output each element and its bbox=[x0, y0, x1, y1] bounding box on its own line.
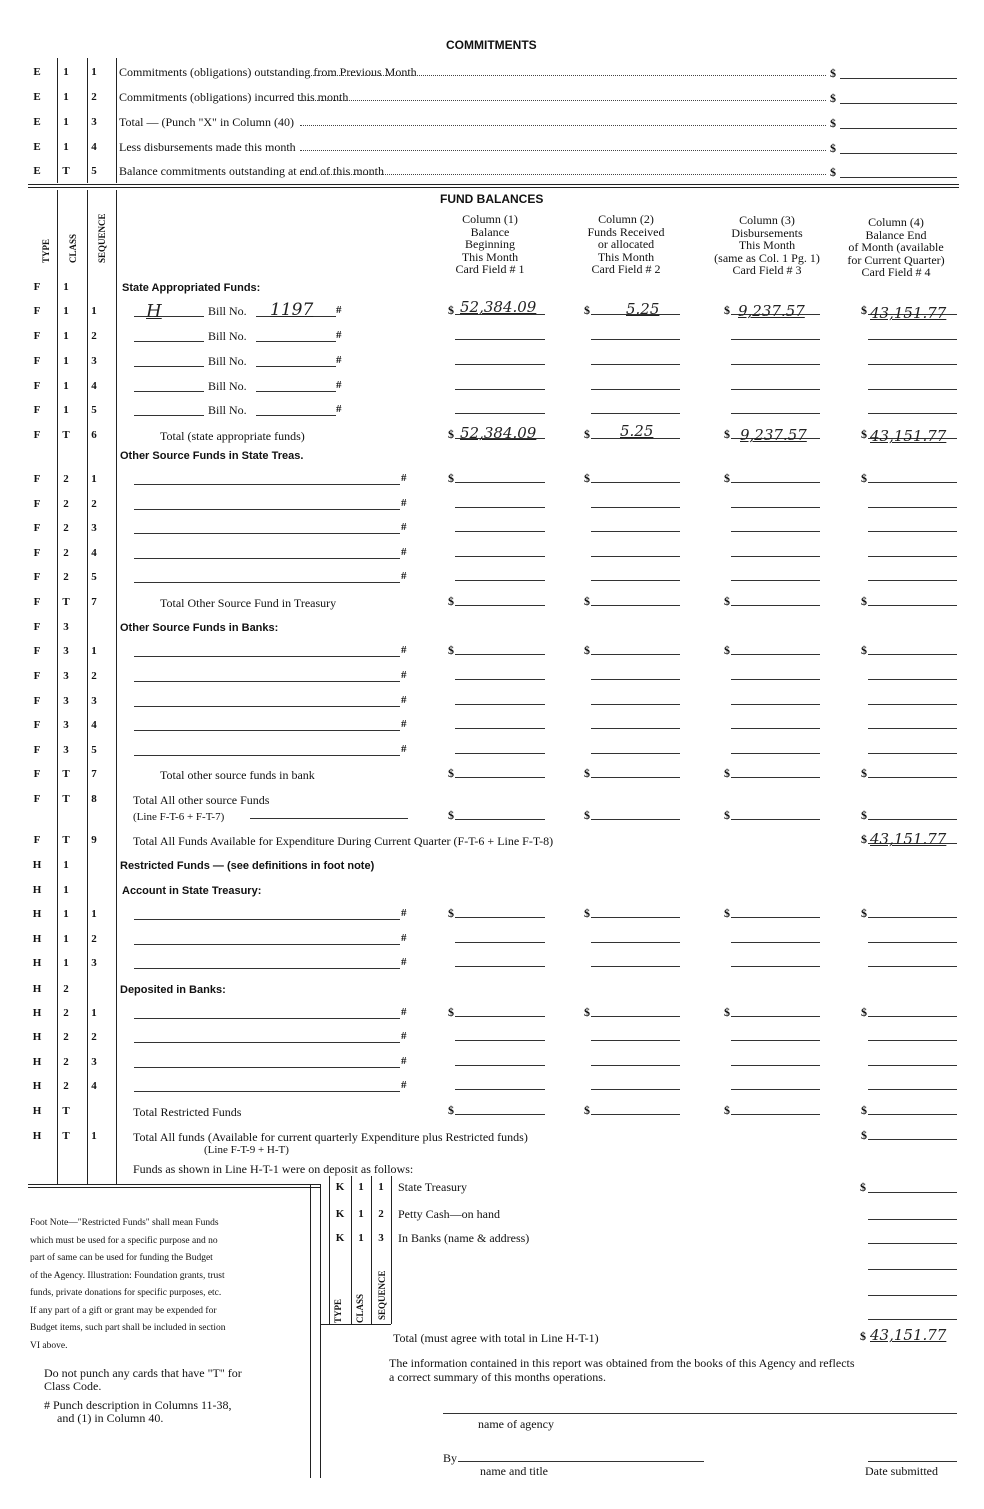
ft6-col3-value: 9,237.57 bbox=[740, 426, 807, 444]
row-f_t9-type-code: F bbox=[33, 834, 41, 846]
deposit-sequence-header: SEQUENCE bbox=[377, 1270, 387, 1320]
deposit-total-value: 43,151.77 bbox=[870, 1326, 947, 1344]
F2-row-4-type-code: F bbox=[33, 547, 41, 559]
deposit-row-1-seq-code: 1 bbox=[378, 1181, 384, 1193]
certification-line-1: The information contained in this report was obtained from the books of this Agency and reflects bbox=[389, 1356, 855, 1370]
H1-row-1-seq-code: 1 bbox=[91, 908, 97, 920]
column-3-header: Column (3) Disbursements This Month (same as Col. 1 Pg. 1) Card Field # 3 bbox=[714, 213, 820, 277]
ft6-col2-value: 5.25 bbox=[620, 422, 654, 440]
H2-row-1-type-code: H bbox=[32, 1007, 42, 1019]
row-h_t1-type-code: H bbox=[32, 1130, 42, 1142]
commit-row-5-seq-code: 5 bbox=[91, 165, 97, 177]
F3-row-3-class-code: 3 bbox=[63, 695, 69, 707]
type-header: TYPE bbox=[41, 238, 51, 263]
punch-note: Do not punch any cards that have "T" for Class Code. bbox=[44, 1366, 242, 1393]
deposited-heading: Deposited in Banks: bbox=[120, 984, 226, 996]
deposit-row-2-label: Petty Cash—on hand bbox=[398, 1207, 500, 1221]
state-approp-heading: State Appropriated Funds: bbox=[122, 282, 261, 294]
commitments-title: COMMITMENTS bbox=[446, 38, 537, 52]
row-h_2-class-code: 2 bbox=[63, 983, 69, 995]
total-state-label: Total (state appropriate funds) bbox=[160, 429, 305, 443]
column-1-header: Column (1) Balance Beginning This Month Card Field # 1 bbox=[455, 212, 525, 276]
ft6-col1-value: 52,384.09 bbox=[460, 424, 537, 442]
bill-row-5-seq-code: 5 bbox=[91, 404, 97, 416]
row-f_t7a-type-code: F bbox=[33, 596, 41, 608]
bill-row-5-class-code: 1 bbox=[63, 404, 69, 416]
row-f_t6-class-code: T bbox=[62, 429, 70, 441]
row-h_1b-class-code: 1 bbox=[63, 884, 69, 896]
bill-row-4-class-code: 1 bbox=[63, 380, 69, 392]
deposit-type-header: TYPE bbox=[333, 1298, 343, 1323]
row-f_t8-class-code: T bbox=[62, 793, 70, 805]
row-f_t9-class-code: T bbox=[62, 834, 70, 846]
F2-row-4-class-code: 2 bbox=[63, 547, 69, 559]
H2-row-3-class-code: 2 bbox=[63, 1056, 69, 1068]
F2-row-5-seq-code: 5 bbox=[91, 571, 97, 583]
bill-row-3-class-code: 1 bbox=[63, 355, 69, 367]
F2-row-3-type-code: F bbox=[33, 522, 41, 534]
bill-row-1-class-code: 1 bbox=[63, 305, 69, 317]
row-h_t-type-code: H bbox=[32, 1105, 42, 1117]
H2-row-1-class-code: 2 bbox=[63, 1007, 69, 1019]
f11-col3-value: 9,237.57 bbox=[738, 302, 805, 320]
row-f_t6-seq-code: 6 bbox=[91, 429, 97, 441]
deposit-row-3-seq-code: 3 bbox=[378, 1232, 384, 1244]
row-f_1-type-code: F bbox=[33, 281, 41, 293]
H2-row-4-type-code: H bbox=[32, 1080, 42, 1092]
bill-row-2-class-code: 1 bbox=[63, 330, 69, 342]
F2-row-2-type-code: F bbox=[33, 498, 41, 510]
bill-row-1-seq-code: 1 bbox=[91, 305, 97, 317]
commit-row-5-class-code: T bbox=[62, 165, 70, 177]
H2-row-1-seq-code: 1 bbox=[91, 1007, 97, 1019]
bill-no-handwritten: 1197 bbox=[270, 300, 314, 320]
F3-row-1-class-code: 3 bbox=[63, 645, 69, 657]
F2-row-1-type-code: F bbox=[33, 473, 41, 485]
commit-row-1-seq-code: 1 bbox=[91, 66, 97, 78]
F3-row-2-class-code: 3 bbox=[63, 670, 69, 682]
total-restricted-label: Total Restricted Funds bbox=[133, 1105, 242, 1119]
F3-row-3-type-code: F bbox=[33, 695, 41, 707]
commit-row-4-type-code: E bbox=[33, 141, 41, 153]
bill-row-2-type-code: F bbox=[33, 330, 41, 342]
commit-row-2-type-code: E bbox=[33, 91, 41, 103]
ft9-col4-value: 43,151.77 bbox=[870, 830, 947, 848]
H1-row-1-class-code: 1 bbox=[63, 908, 69, 920]
bill-row-5-type-code: F bbox=[33, 404, 41, 416]
commit-row-3-class-code: 1 bbox=[63, 116, 69, 128]
row-h_t1-class-code: T bbox=[62, 1130, 70, 1142]
F3-row-4-seq-code: 4 bbox=[91, 719, 97, 731]
commit-row-1-class-code: 1 bbox=[63, 66, 69, 78]
bill-row-4-seq-code: 4 bbox=[91, 380, 97, 392]
row-h_1b-type-code: H bbox=[32, 884, 42, 896]
H2-row-4-class-code: 2 bbox=[63, 1080, 69, 1092]
row-f_t8-seq-code: 8 bbox=[91, 793, 97, 805]
commit-row-3-label: Total — (Punch "X" in Column (40) bbox=[119, 115, 294, 129]
row-h_t-class-code: T bbox=[62, 1105, 70, 1117]
total-avail-label: Total All Funds Available for Expenditure During Current Quarter (F-T-6 + Line F-T-8) bbox=[133, 834, 554, 848]
deposit-total-label: Total (must agree with total in Line H-T-1) bbox=[393, 1331, 599, 1345]
other-banks-heading: Other Source Funds in Banks: bbox=[120, 622, 279, 634]
total-all-other-formula: (Line F-T-6 + F-T-7) bbox=[133, 811, 225, 823]
restricted-heading: Restricted Funds — (see definitions in foot note) bbox=[120, 860, 375, 872]
F3-row-1-seq-code: 1 bbox=[91, 645, 97, 657]
bill-row-3-label: Bill No. bbox=[208, 354, 247, 368]
row-h_t1-seq-code: 1 bbox=[91, 1130, 97, 1142]
commit-row-4-class-code: 1 bbox=[63, 141, 69, 153]
F3-row-4-class-code: 3 bbox=[63, 719, 69, 731]
row-f_1-class-code: 1 bbox=[63, 281, 69, 293]
commit-row-2-class-code: 1 bbox=[63, 91, 69, 103]
H1-row-2-type-code: H bbox=[32, 933, 42, 945]
commit-row-4-seq-code: 4 bbox=[91, 141, 97, 153]
F3-row-5-class-code: 3 bbox=[63, 744, 69, 756]
deposit-row-2-seq-code: 2 bbox=[378, 1208, 384, 1220]
F2-row-1-class-code: 2 bbox=[63, 473, 69, 485]
F3-row-4-type-code: F bbox=[33, 719, 41, 731]
H2-row-2-class-code: 2 bbox=[63, 1031, 69, 1043]
total-all-other-label: Total All other source Funds bbox=[133, 793, 270, 807]
F2-row-2-seq-code: 2 bbox=[91, 498, 97, 510]
H2-row-2-seq-code: 2 bbox=[91, 1031, 97, 1043]
F3-row-3-seq-code: 3 bbox=[91, 695, 97, 707]
row-h_2-type-code: H bbox=[32, 983, 42, 995]
description-note: # Punch description in Columns 11-38, and (1) in Column 40. bbox=[44, 1398, 232, 1425]
H1-row-3-seq-code: 3 bbox=[91, 957, 97, 969]
commit-row-5-type-code: E bbox=[33, 165, 41, 177]
row-f_t7b-seq-code: 7 bbox=[91, 768, 97, 780]
total-all-funds-label: Total All funds (Available for current quarterly Expenditure plus Restricted funds) bbox=[133, 1130, 528, 1144]
F2-row-3-class-code: 2 bbox=[63, 522, 69, 534]
F3-row-5-type-code: F bbox=[33, 744, 41, 756]
row-f_t6-type-code: F bbox=[33, 429, 41, 441]
footnote: Foot Note—"Restricted Funds" shall mean Funds which must be used for a specific purpose and no part of same can be used for funding the Budget of the Agency. Illustration: Foundation grants, trust funds, private donations for specific purposes, etc. If any part of a gift or grant may be expended for Budget items, such part shall be included in section VI above. bbox=[30, 1218, 226, 1351]
F2-row-5-type-code: F bbox=[33, 571, 41, 583]
date-submitted-label: Date submitted bbox=[865, 1464, 938, 1478]
commit-row-5-label: Balance commitments outstanding at end of this month bbox=[119, 164, 384, 178]
sequence-header: SEQUENCE bbox=[97, 213, 107, 263]
F3-row-2-type-code: F bbox=[33, 670, 41, 682]
row-f_3-type-code: F bbox=[33, 621, 41, 633]
H1-row-2-seq-code: 2 bbox=[91, 933, 97, 945]
H1-row-1-type-code: H bbox=[32, 908, 42, 920]
deposit-row-3-label: In Banks (name & address) bbox=[398, 1231, 530, 1245]
deposit-row-1-class-code: 1 bbox=[358, 1181, 364, 1193]
bill-row-1-type-code: F bbox=[33, 305, 41, 317]
H1-row-3-class-code: 1 bbox=[63, 957, 69, 969]
fund-balances-title: FUND BALANCES bbox=[440, 192, 544, 206]
F3-row-1-type-code: F bbox=[33, 645, 41, 657]
F2-row-3-seq-code: 3 bbox=[91, 522, 97, 534]
bill-row-3-type-code: F bbox=[33, 355, 41, 367]
bill-row-5-label: Bill No. bbox=[208, 403, 247, 417]
H1-row-3-type-code: H bbox=[32, 957, 42, 969]
F2-row-2-class-code: 2 bbox=[63, 498, 69, 510]
bill-row-4-type-code: F bbox=[33, 380, 41, 392]
H2-row-3-seq-code: 3 bbox=[91, 1056, 97, 1068]
row-h_1a-class-code: 1 bbox=[63, 859, 69, 871]
commit-row-4-label: Less disbursements made this month bbox=[119, 140, 296, 154]
F2-row-4-seq-code: 4 bbox=[91, 547, 97, 559]
total-all-funds-formula: (Line F-T-9 + H-T) bbox=[204, 1144, 289, 1156]
bill-row-1-label: Bill No. bbox=[208, 304, 247, 318]
row-f_t7a-seq-code: 7 bbox=[91, 596, 97, 608]
by-label: By bbox=[443, 1451, 458, 1465]
bill-row-2-seq-code: 2 bbox=[91, 330, 97, 342]
H2-row-3-type-code: H bbox=[32, 1056, 42, 1068]
class-header: CLASS bbox=[68, 233, 78, 263]
total-other-bank-label: Total other source funds in bank bbox=[160, 768, 315, 782]
column-4-header: Column (4) Balance End of Month (available for Current Quarter) Card Field # 4 bbox=[847, 215, 945, 279]
deposit-row-1-type-code: K bbox=[335, 1181, 345, 1193]
f11-col4-value: 43,151.77 bbox=[870, 304, 947, 322]
H2-row-4-seq-code: 4 bbox=[91, 1080, 97, 1092]
commit-row-2-label: Commitments (obligations) incurred this month bbox=[119, 90, 349, 104]
total-other-treas-label: Total Other Source Fund in Treasury bbox=[160, 596, 337, 610]
H2-row-2-type-code: H bbox=[32, 1031, 42, 1043]
row-f_t7b-type-code: F bbox=[33, 768, 41, 780]
f11-col2-value: 5.25 bbox=[626, 300, 660, 318]
deposit-row-2-type-code: K bbox=[335, 1208, 345, 1220]
row-f_t7b-class-code: T bbox=[62, 768, 70, 780]
bill-row-2-label: Bill No. bbox=[208, 329, 247, 343]
acct-state-heading: Account in State Treasury: bbox=[122, 885, 262, 897]
commit-row-1-label: Commitments (obligations) outstanding from Previous Month bbox=[119, 65, 417, 79]
deposit-intro: Funds as shown in Line H-T-1 were on deposit as follows: bbox=[133, 1162, 414, 1176]
row-f_t8-type-code: F bbox=[33, 793, 41, 805]
deposit-row-3-class-code: 1 bbox=[358, 1232, 364, 1244]
row-f_3-class-code: 3 bbox=[63, 621, 69, 633]
bill-row-3-seq-code: 3 bbox=[91, 355, 97, 367]
row-f_t9-seq-code: 9 bbox=[91, 834, 97, 846]
row-h_1a-type-code: H bbox=[32, 859, 42, 871]
bill-type-handwritten: H bbox=[146, 301, 162, 322]
name-title-label: name and title bbox=[480, 1464, 548, 1478]
other-treas-heading: Other Source Funds in State Treas. bbox=[120, 450, 304, 462]
deposit-class-header: CLASS bbox=[355, 1293, 365, 1323]
commit-row-3-type-code: E bbox=[33, 116, 41, 128]
F2-row-5-class-code: 2 bbox=[63, 571, 69, 583]
column-2-header: Column (2) Funds Received or allocated This Month Card Field # 2 bbox=[587, 212, 665, 276]
deposit-row-3-type-code: K bbox=[335, 1232, 345, 1244]
certification-line-2: a correct summary of this months operations. bbox=[389, 1370, 606, 1384]
F3-row-2-seq-code: 2 bbox=[91, 670, 97, 682]
F3-row-5-seq-code: 5 bbox=[91, 744, 97, 756]
deposit-row-2-class-code: 1 bbox=[358, 1208, 364, 1220]
commit-row-2-seq-code: 2 bbox=[91, 91, 97, 103]
H1-row-2-class-code: 1 bbox=[63, 933, 69, 945]
agency-name-label: name of agency bbox=[478, 1417, 554, 1431]
commit-row-3-seq-code: 3 bbox=[91, 116, 97, 128]
row-f_t7a-class-code: T bbox=[62, 596, 70, 608]
f11-col1-value: 52,384.09 bbox=[460, 298, 537, 316]
F2-row-1-seq-code: 1 bbox=[91, 473, 97, 485]
ft6-col4-value: 43,151.77 bbox=[870, 427, 947, 445]
bill-row-4-label: Bill No. bbox=[208, 379, 247, 393]
deposit-row-1-label: State Treasury bbox=[398, 1180, 467, 1194]
commit-row-1-type-code: E bbox=[33, 66, 41, 78]
